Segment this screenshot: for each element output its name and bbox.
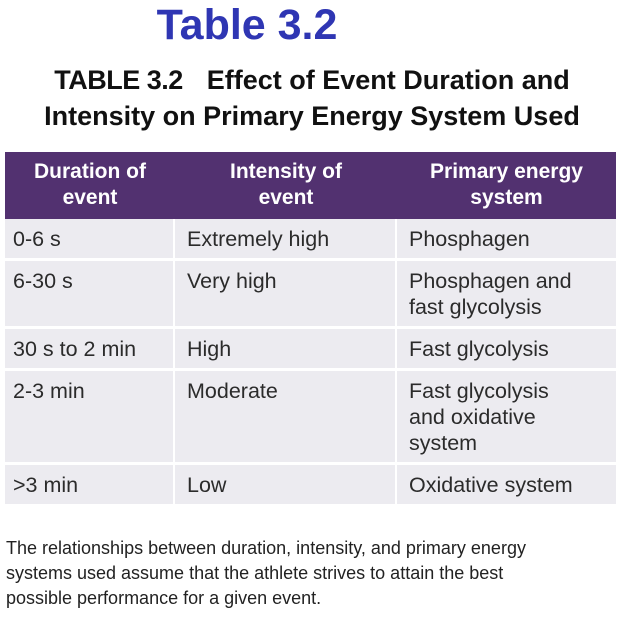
table-label: TABLE 3.2 (54, 65, 183, 95)
header-intensity (175, 152, 397, 219)
cell-duration: 0-6 s (5, 219, 175, 261)
cell-system (397, 261, 616, 329)
cell-system (397, 329, 616, 371)
caption-line-1 (0, 62, 624, 98)
cell-system-line: Oxidative system (409, 473, 573, 497)
footnote-line: possible performance for a given event. (6, 588, 322, 608)
header-duration-line-1: Duration of (34, 160, 146, 183)
cell-system-line: Fast glycolysis (409, 337, 549, 361)
header-row (5, 152, 616, 219)
cell-system-line: system (409, 431, 478, 455)
table-row (5, 219, 616, 261)
cell-system (397, 465, 616, 507)
cell-system-line: Phosphagen and (409, 269, 572, 293)
cell-intensity: Low (175, 465, 397, 507)
header-intensity-line-1: Intensity of (229, 160, 342, 183)
cell-duration: 2-3 min (5, 371, 175, 465)
cell-system (397, 219, 616, 261)
footnote-line: The relationships between duration, intensity, and primary energy (6, 538, 526, 558)
cell-intensity: Moderate (175, 371, 397, 465)
cell-intensity: High (175, 329, 397, 371)
table-row (5, 465, 616, 507)
table-row (5, 371, 616, 465)
cell-duration: 6-30 s (5, 261, 175, 329)
table-footnote (6, 536, 620, 611)
caption-title-line-2: Intensity on Primary Energy System Used (44, 101, 580, 131)
cell-system-line: fast glycolysis (409, 295, 542, 319)
header-system (397, 152, 616, 219)
header-system-line-2: system (470, 186, 543, 209)
cell-system-line: Fast glycolysis (409, 379, 549, 403)
table-row (5, 261, 616, 329)
cell-system-line: Phosphagen (409, 227, 530, 251)
cell-intensity: Extremely high (175, 219, 397, 261)
footnote-line: systems used assume that the athlete strives to attain the best (6, 563, 504, 583)
header-system-line-1: Primary energy (430, 160, 583, 183)
table-caption (0, 62, 624, 134)
energy-system-table (5, 152, 616, 507)
header-duration (5, 152, 175, 219)
slide-title: Table 3.2 (156, 1, 338, 49)
cell-system (397, 371, 616, 465)
header-intensity-line-2: event (258, 186, 314, 209)
caption-title-line-1: Effect of Event Duration and (206, 65, 570, 95)
cell-duration: 30 s to 2 min (5, 329, 175, 371)
table-row (5, 329, 616, 371)
cell-duration: >3 min (5, 465, 175, 507)
header-duration-line-2: event (62, 186, 118, 209)
cell-intensity: Very high (175, 261, 397, 329)
cell-system-line: and oxidative (409, 405, 536, 429)
